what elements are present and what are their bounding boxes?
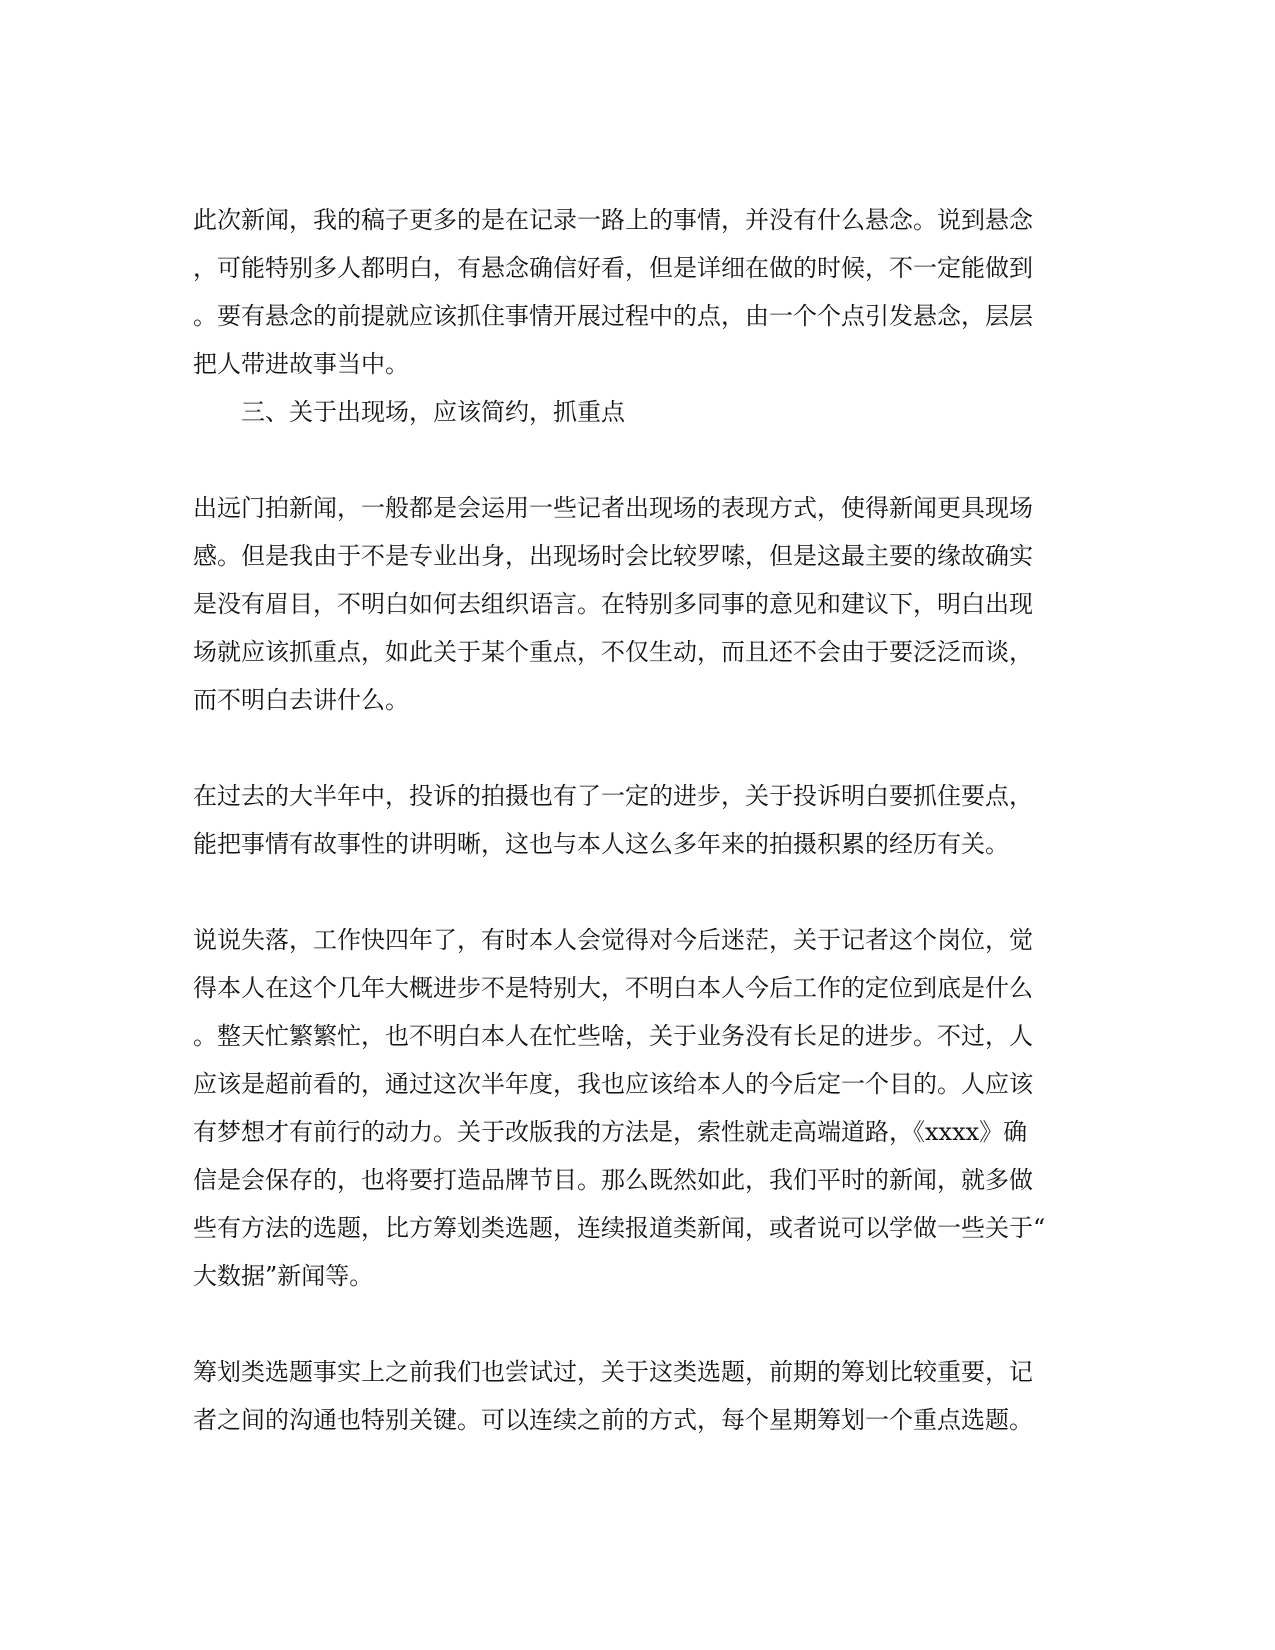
text-line: 应该是超前看的，通过这次半年度，我也应该给本人的今后定一个目的。人应该 (193, 1070, 1033, 1098)
text-line: 在过去的大半年中，投诉的拍摄也有了一定的进步，关于投诉明白要抓住要点， (193, 782, 1033, 810)
text-line: 筹划类选题事实上之前我们也尝试过，关于这类选题，前期的筹划比较重要，记 (193, 1358, 1033, 1386)
text-line: 得本人在这个几年大概进步不是特别大，不明白本人今后工作的定位到底是什么 (193, 974, 1033, 1002)
text-line: 而不明白去讲什么。 (193, 686, 409, 714)
text-line: 有梦想才有前行的动力。关于改版我的方法是，索性就走高端道路，《xxxx》确 (193, 1118, 1028, 1146)
text-line: 出远门拍新闻，一般都是会运用一些记者出现场的表现方式，使得新闻更具现场 (193, 494, 1033, 522)
text-line: 感。但是我由于不是专业出身，出现场时会比较罗嗦，但是这最主要的缘故确实 (193, 542, 1033, 570)
text-line: 说说失落，工作快四年了，有时本人会觉得对今后迷茫，关于记者这个岗位，觉 (193, 926, 1033, 954)
text-line: 能把事情有故事性的讲明晰，这也与本人这么多年来的拍摄积累的经历有关。 (193, 830, 1009, 858)
paragraph-planning (193, 1348, 1083, 1444)
text-line: 些有方法的选题，比方筹划类选题，连续报道类新闻，或者说可以学做一些关于“ (193, 1214, 1046, 1242)
paragraph-reflection (193, 916, 1083, 1300)
text-line: 此次新闻，我的稿子更多的是在记录一路上的事情，并没有什么悬念。说到悬念 (193, 206, 1033, 234)
text-line: 场就应该抓重点，如此关于某个重点，不仅生动，而且还不会由于要泛泛而谈， (193, 638, 1033, 666)
section-heading: 三、关于出现场，应该简约，抓重点 (241, 398, 625, 426)
paragraph-suspense (193, 196, 1083, 388)
paragraph-on-scene (193, 484, 1083, 724)
text-line: 者之间的沟通也特别关键。可以连续之前的方式，每个星期筹划一个重点选题。 (193, 1406, 1033, 1434)
paragraph-spacer (193, 1300, 1083, 1348)
text-line: ，可能特别多人都明白，有悬念确信好看，但是详细在做的时候，不一定能做到 (193, 254, 1033, 282)
paragraph-spacer (193, 724, 1083, 772)
text-line: 信是会保存的，也将要打造品牌节目。那么既然如此，我们平时的新闻，就多做 (193, 1166, 1033, 1194)
paragraph-spacer (193, 868, 1083, 916)
text-line: 把人带进故事当中。 (193, 350, 409, 378)
paragraph-spacer (193, 436, 1083, 484)
text-line: 。整天忙繁繁忙，也不明白本人在忙些啥，关于业务没有长足的进步。不过，人 (193, 1022, 1033, 1050)
text-line: 是没有眉目，不明白如何去组织语言。在特别多同事的意见和建议下，明白出现 (193, 590, 1033, 618)
text-line: 。要有悬念的前提就应该抓住事情开展过程中的点，由一个个点引发悬念，层层 (193, 302, 1033, 330)
paragraph-complaints (193, 772, 1083, 868)
document-page (193, 196, 1083, 1444)
text-line: 大数据”新闻等。 (193, 1262, 374, 1290)
